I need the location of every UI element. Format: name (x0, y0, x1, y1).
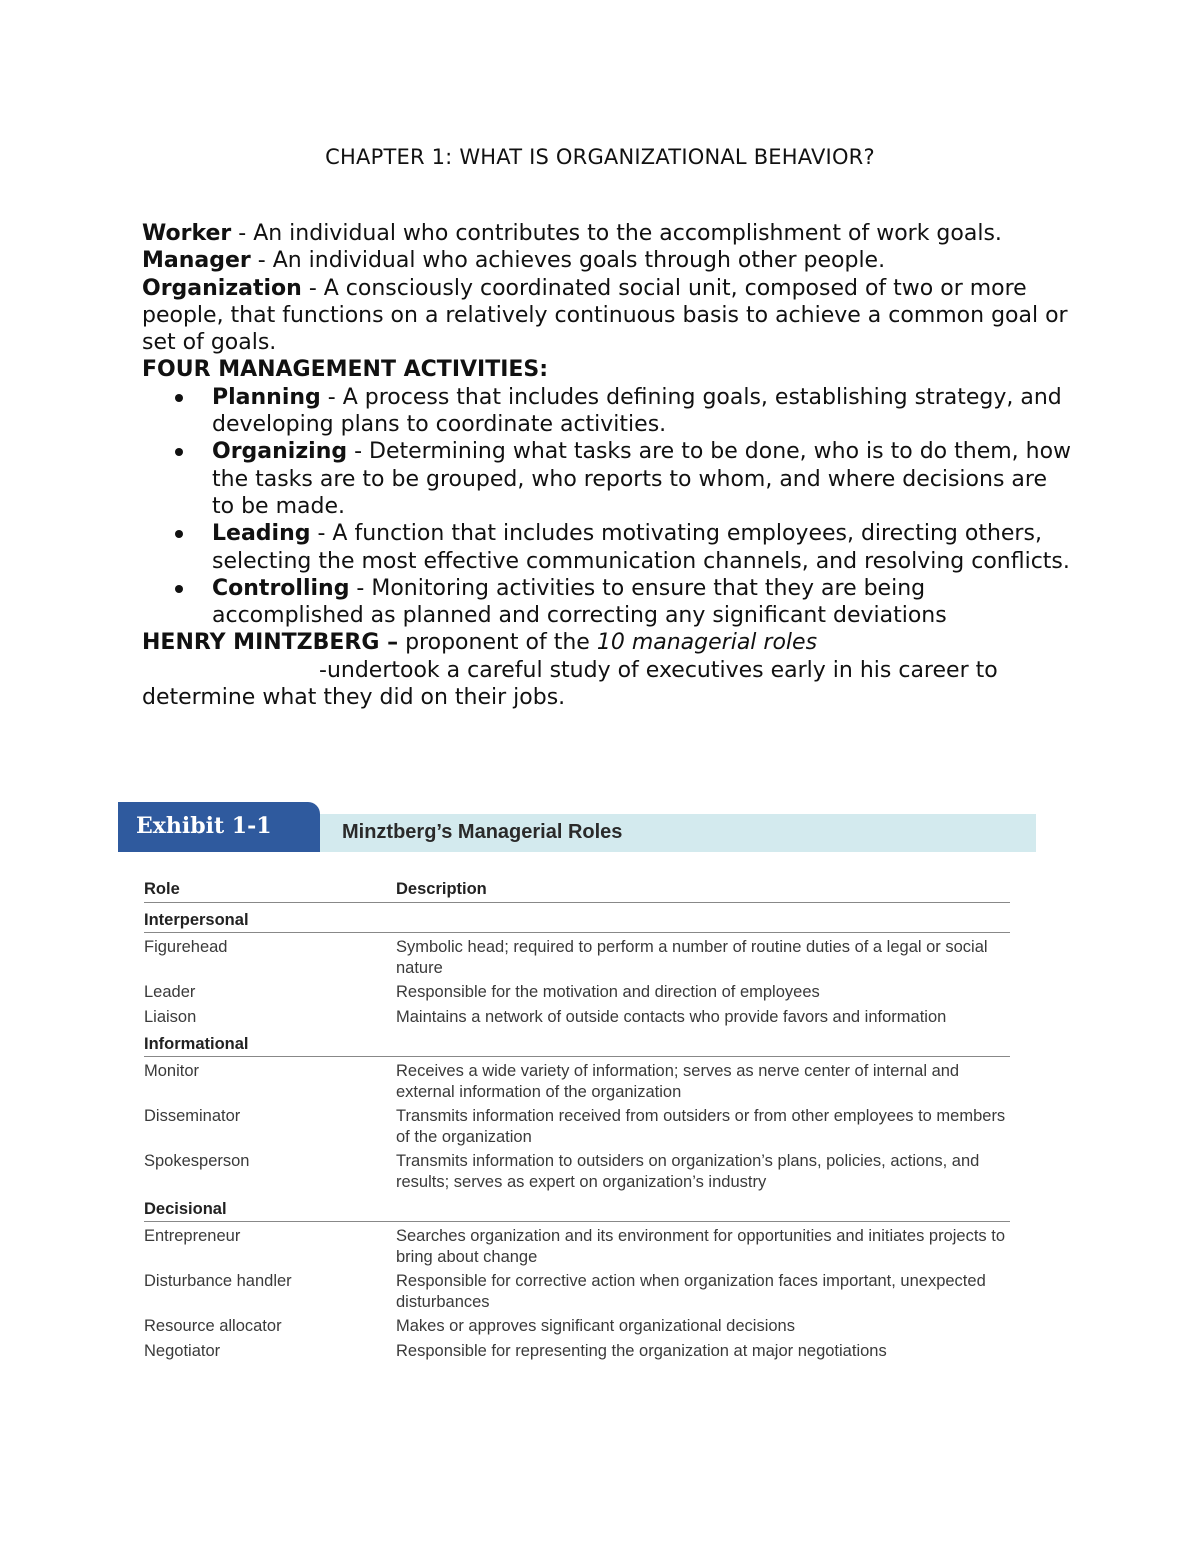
description-cell: Maintains a network of outside contacts who provide favors and information (396, 1007, 947, 1026)
mintzberg-line-2: -undertook a careful study of executives early in his career to (319, 657, 998, 683)
activity-text: - A function that includes motivating employees, directing others, selecting the most effective communication channels, and resolving conflicts. (212, 521, 1070, 574)
list-item (212, 384, 1072, 439)
list-item (212, 520, 1072, 575)
table-row (144, 1316, 1010, 1337)
role-cell: Disturbance handler (144, 1272, 292, 1290)
term: Organization (142, 275, 302, 301)
term: Manager (142, 248, 251, 274)
role-cell: Disseminator (144, 1107, 241, 1125)
term: Planning (212, 384, 321, 410)
table-row (144, 1151, 1010, 1192)
activities-heading-text: FOUR MANAGEMENT ACTIVITIES: (142, 357, 549, 383)
description-cell: Transmits information to outsiders on organization’s plans, policies, actions, and results; serves as expert on organization’s industry (396, 1152, 980, 1191)
activity-text: - Monitoring activities to ensure that they are being accomplished as planned and correcting any significant deviations (212, 575, 947, 629)
description-cell: Symbolic head; required to perform a number of routine duties of a legal or social nature (396, 938, 988, 977)
roles-table (144, 880, 1010, 1361)
description-cell: Transmits information received from outsiders or from other employees to members of the organization (396, 1107, 1006, 1146)
table-category: Decisional (144, 1200, 1010, 1222)
mintzberg-name: HENRY MINTZBERG – (142, 630, 399, 656)
term: Controlling (212, 575, 350, 601)
definition-manager (142, 247, 1072, 274)
table-row (144, 1271, 1010, 1312)
definition-text: - An individual who achieves goals through other people. (250, 248, 886, 274)
exhibit-number: Exhibit 1-1 (136, 813, 272, 839)
role-cell: Resource allocator (144, 1317, 282, 1335)
exhibit-title: Minztberg’s Managerial Roles (342, 821, 623, 843)
definition-worker (142, 220, 1072, 247)
description-cell: Responsible for corrective action when organization faces important, unexpected disturbances (396, 1272, 986, 1311)
list-item (212, 575, 1072, 630)
mintzberg-line (142, 629, 1072, 656)
table-row (144, 1341, 1010, 1362)
exhibit-figure (118, 802, 1036, 1360)
definition-text: - An individual who contributes to the accomplishment of work goals. (231, 221, 1002, 246)
table-row (144, 937, 1010, 978)
role-cell: Liaison (144, 1007, 197, 1026)
term: Leading (212, 521, 311, 547)
activity-text: - Determining what tasks are to be done, who is to do them, how the tasks are to be grouped, who reports to whom, and where decisions are to be made. (212, 439, 1072, 519)
table-row (144, 1226, 1010, 1267)
document-body (142, 220, 1072, 711)
table-row (144, 1007, 1010, 1028)
role-cell: Spokesperson (144, 1152, 250, 1170)
description-cell: Makes or approves significant organizational decisions (396, 1317, 795, 1335)
table-category: Informational (144, 1035, 1010, 1057)
role-cell: Monitor (144, 1062, 200, 1080)
description-cell: Responsible for the motivation and direction of employees (396, 983, 820, 1001)
definition-text: - A consciously coordinated social unit, composed of two or more people, that functions on a relatively continuous basis to achieve a common goal or set of goals. (142, 275, 1068, 356)
mintzberg-emph: 10 managerial roles (596, 630, 818, 656)
role-cell: Figurehead (144, 938, 228, 956)
role-cell: Leader (144, 983, 196, 1001)
description-cell: Receives a wide variety of information; serves as nerve center of internal and external information of the organization (396, 1062, 960, 1101)
term: Organizing (212, 439, 348, 465)
table-row (144, 982, 1010, 1003)
definition-organization (142, 275, 1072, 357)
column-header-role: Role (144, 880, 180, 898)
description-cell: Responsible for representing the organization at major negotiations (396, 1341, 887, 1360)
role-cell: Negotiator (144, 1341, 221, 1360)
term: Worker (142, 221, 232, 246)
chapter-title: CHAPTER 1: WHAT IS ORGANIZATIONAL BEHAVIOR? (325, 145, 875, 169)
activities-list (142, 384, 1072, 630)
mintzberg-line-3: determine what they did on their jobs. (142, 685, 566, 711)
table-header (144, 880, 1010, 903)
column-header-description: Description (396, 880, 487, 898)
table-row (144, 1106, 1010, 1147)
activities-heading (142, 356, 1072, 383)
mintzberg-lead: proponent of the (398, 630, 597, 656)
description-cell: Searches organization and its environment for opportunities and initiates projects to bring about change (396, 1227, 1006, 1266)
activity-text: - A process that includes defining goals, establishing strategy, and developing plans to coordinate activities. (212, 384, 1062, 438)
role-cell: Entrepreneur (144, 1227, 241, 1245)
table-category: Interpersonal (144, 911, 1010, 933)
list-item (212, 438, 1072, 520)
exhibit-header (118, 802, 1036, 852)
table-row (144, 1061, 1010, 1102)
